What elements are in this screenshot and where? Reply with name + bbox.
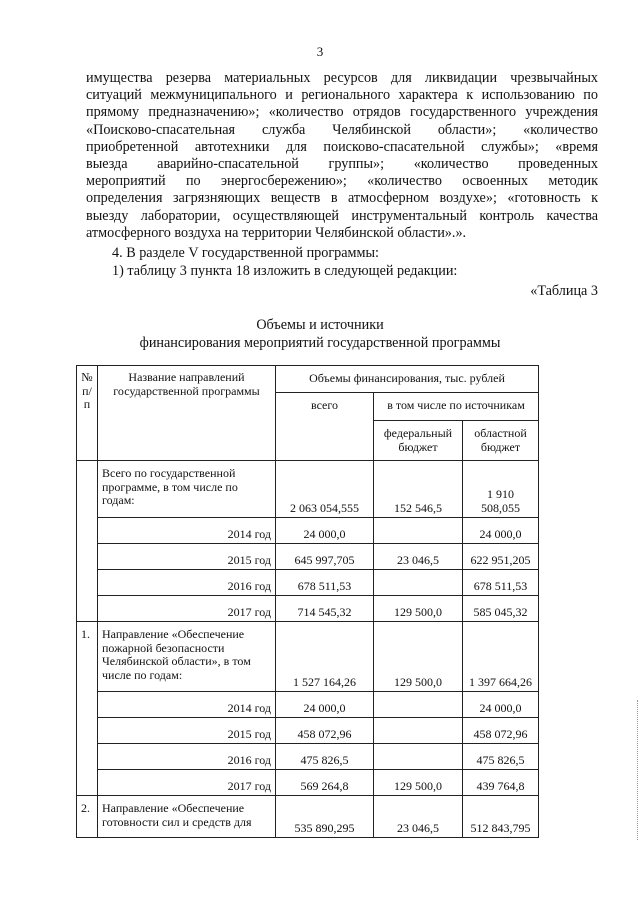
row-num: 2. [77,796,98,838]
paragraph-line: прямому предназначению»; «количество отрядов государственного учреждения [86,104,598,121]
row-federal: 129 500,0 [374,596,463,622]
row-federal: 23 046,5 [374,544,463,570]
paragraph-line: приобретенной автотехники для поисково-спасательной службы»; «время [86,138,598,155]
row-year: 2015 год [98,718,276,744]
table-row [77,518,539,544]
row-federal: 129 500,0 [374,622,463,692]
row-total: 2 063 054,555 [276,461,374,518]
row-name: Направление «Обеспечение готовности сил и средств для [98,796,276,838]
table-row [77,622,539,692]
header-federal: федеральный бюджет [374,421,463,461]
row-regional: 458 072,96 [463,718,539,744]
row-regional: 622 951,205 [463,544,539,570]
table-row [77,770,539,796]
row-federal: 23 046,5 [374,796,463,838]
row-year: 2014 год [98,692,276,718]
paragraph-line: имущества резерва материальных ресурсов для ликвидации чрезвычайных [86,70,598,86]
table-caption-line2: финансирования мероприятий государственной программы [139,335,501,351]
table-row [77,596,539,622]
row-num [77,461,98,622]
paragraph-line: определения загрязняющих веществ в атмосферном воздухе»; «готовность к [86,190,598,207]
row-federal [374,744,463,770]
body-paragraph [86,70,598,242]
row-regional: 678 511,53 [463,570,539,596]
row-total: 475 826,5 [276,744,374,770]
header-regional: областной бюджет [463,421,539,461]
row-total: 645 997,705 [276,544,374,570]
paragraph-line: ситуаций межмуниципального и регионального характера к использованию по [86,87,598,104]
paragraph-line: выезду лаборатории, осуществляющей инструментальный контроль качества [86,207,598,224]
row-federal: 152 546,5 [374,461,463,518]
row-total: 535 890,295 [276,796,374,838]
header-name: Название направлений государственной программы [98,366,276,461]
row-year: 2016 год [98,744,276,770]
row-total: 678 511,53 [276,570,374,596]
row-total: 569 264,8 [276,770,374,796]
item-1-text: 1) таблицу 3 пункта 18 изложить в следующей редакции: [112,263,458,279]
row-regional: 439 764,8 [463,770,539,796]
table-row [77,796,539,838]
header-num: № п/п [77,366,98,461]
row-total: 24 000,0 [276,518,374,544]
item-4-text: 4. В разделе V государственной программы: [112,245,379,261]
row-name: Направление «Обеспечение пожарной безопасности Челябинской области», в том числе по годам: [98,622,276,692]
row-regional: 512 843,795 [463,796,539,838]
page-number: 3 [316,44,324,59]
row-year: 2015 год [98,544,276,570]
header-row [77,366,539,393]
row-regional: 585 045,32 [463,596,539,622]
row-total: 1 527 164,26 [276,622,374,692]
row-regional: 1 910 508,055 [463,461,539,518]
table-row [77,544,539,570]
row-total: 714 545,32 [276,596,374,622]
row-name: Всего по государственной программе, в том числе по годам: [98,461,276,518]
row-federal: 129 500,0 [374,770,463,796]
row-year: 2014 год [98,518,276,544]
table-label: «Таблица 3 [530,283,598,299]
row-regional: 24 000,0 [463,692,539,718]
table-row [77,718,539,744]
financing-table [76,365,539,838]
table-caption-line1: Объемы и источники [256,317,384,333]
scan-edge-marks [633,700,638,840]
table-row [77,692,539,718]
paragraph-line: атмосферного воздуха на территории Челябинской области».». [86,224,467,241]
table-row [77,461,539,518]
table-row [77,570,539,596]
header-total: всего [276,393,374,461]
row-year: 2017 год [98,770,276,796]
row-federal [374,570,463,596]
row-federal [374,718,463,744]
row-regional: 1 397 664,26 [463,622,539,692]
row-num: 1. [77,622,98,796]
paragraph-line: мероприятий по энергосбережению»; «количество освоенных методик [86,173,598,190]
paragraph-line: «Поисково-спасательная служба Челябинской области»; «количество [86,121,598,138]
row-total: 458 072,96 [276,718,374,744]
row-regional: 24 000,0 [463,518,539,544]
row-federal [374,518,463,544]
row-total: 24 000,0 [276,692,374,718]
paragraph-line: выезда аварийно-спасательной группы»; «количество проведенных [86,156,598,173]
header-by-source: в том числе по источникам [374,393,539,421]
row-year: 2016 год [98,570,276,596]
row-regional: 475 826,5 [463,744,539,770]
row-federal [374,692,463,718]
row-year: 2017 год [98,596,276,622]
header-volumes: Объемы финансирования, тыс. рублей [276,366,539,393]
table-row [77,744,539,770]
